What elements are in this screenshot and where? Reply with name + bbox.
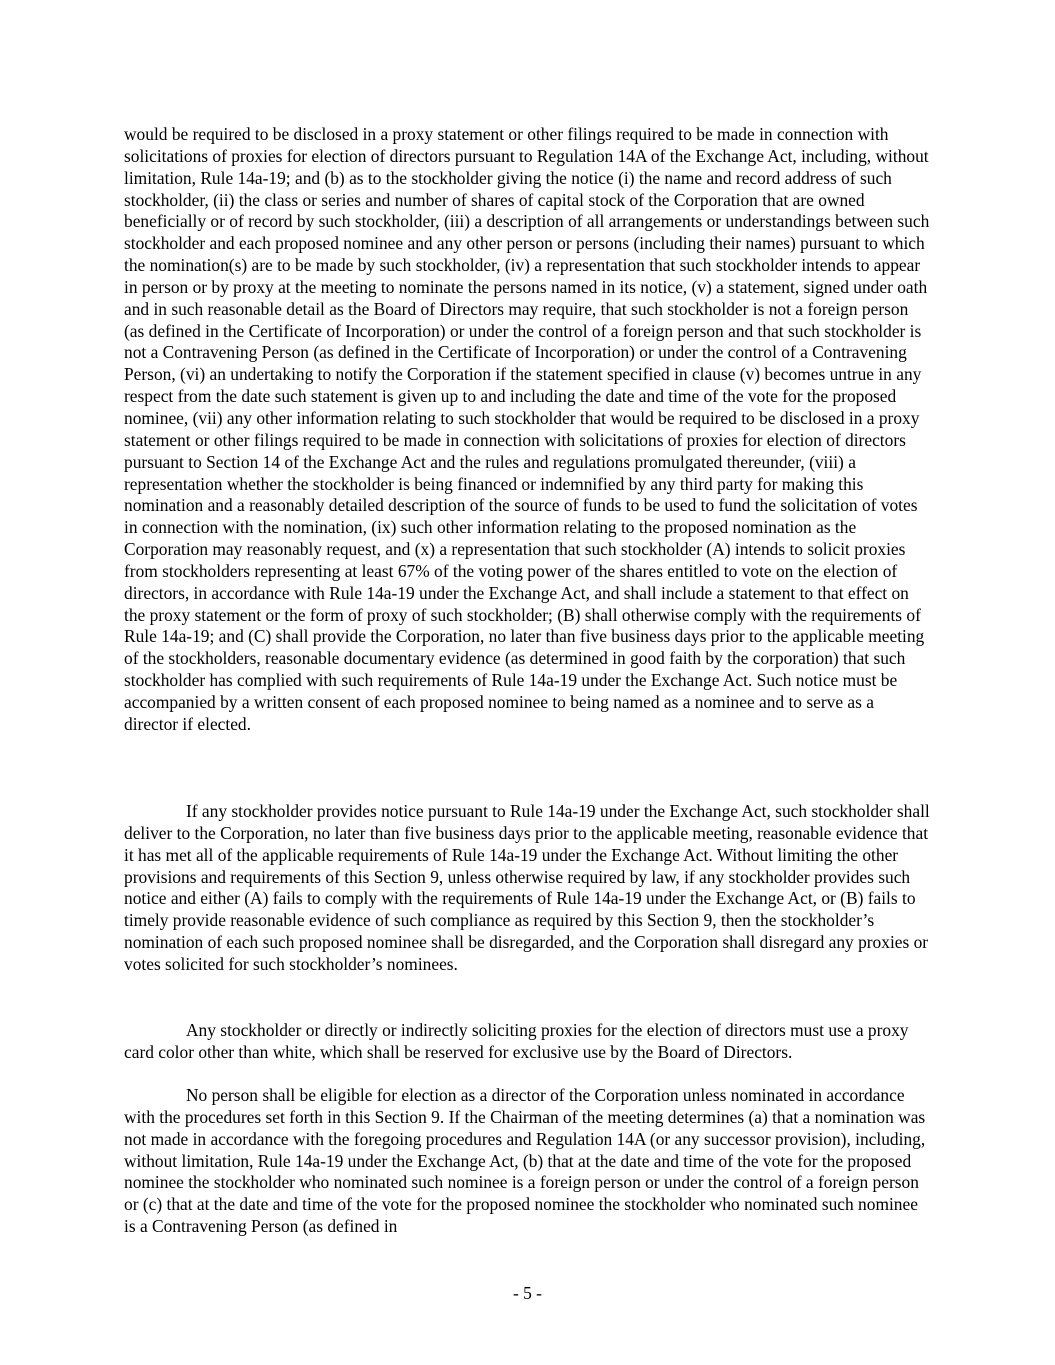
paragraph-eligibility-for-election: No person shall be eligible for election as a director of the Corporation unless nominated in accordance with the procedures set forth in this Section 9. If the Chairman of the meeting determines (a) that a nomination was not made in accordance with the foregoing procedures and Regulation 14A (or any successor provision), including, without limitation, Rule 14a-19 under the Exchange Act, (b) that at the date and time of the vote for the proposed nominee the stockholder who nominated such nominee is a foreign person or under the control of a foreign person or (c) that at the date and time of the vote for the proposed nominee the stockholder who nominated such nominee is a Contravening Person (as defined in [124,1085,926,1237]
page-number: - 5 - [513,1283,542,1303]
paragraph-rule-14a-19-evidence: If any stockholder provides notice pursuant to Rule 14a-19 under the Exchange Act, such stockholder shall deliver to the Corporation, no later than five business days prior to the applicable meeting, reasonable evidence that it has met all of the applicable requirements of Rule 14a-19 under the Exchange Act. Without limiting the other provisions and requirements of this Section 9, unless otherwise required by law, if any stockholder provides such notice and either (A) fails to comply with the requirements of Rule 14a-19 under the Exchange Act, or (B) fails to timely provide reasonable evidence of such compliance as required by this Section 9, then the stockholder’s nomination of each such proposed nominee shall be disregarded, and the Corporation shall disregard any proxies or votes solicited for such stockholder’s nominees. [124,801,930,974]
paragraph-proxy-card-color: Any stockholder or directly or indirectly soliciting proxies for the election of directors must use a proxy card color other than white, which shall be reserved for exclusive use by the Board of Directors. [124,1020,909,1062]
paragraph-nominee-disclosure-requirements: would be required to be disclosed in a proxy statement or other filings required to be made in connection with solicitations of proxies for election of directors pursuant to Regulation 14A of the Exchange Act, including, without limitation, Rule 14a-19; and (b) as to the stockholder giving the notice (i) the name and record address of such stockholder, (ii) the class or series and number of shares of capital stock of the Corporation that are owned beneficially or of record by such stockholder, (iii) a description of all arrangements or understandings between such stockholder and each proposed nominee and any other person or persons (including their names) pursuant to which the nomination(s) are to be made by such stockholder, (iv) a representation that such stockholder intends to appear in person or by proxy at the meeting to nominate the persons named in its notice, (v) a statement, signed under oath and in such reasonable detail as the Board of Directors may require, that such stockholder is not a foreign person (as defined in the Certificate of Incorporation) or under the control of a foreign person and that such stockholder is not a Contravening Person (as defined in the Certificate of Incorporation) or under the control of a Contravening Person, (vi) an undertaking to notify the Corporation if the statement specified in clause (v) becomes untrue in any respect from the date such statement is given up to and including the date and time of the vote for the proposed nominee, (vii) any other information relating to such stockholder that would be required to be disclosed in a proxy statement or other filings required to be made in connection with solicitations of proxies for election of directors pursuant to Section 14 of the Exchange Act and the rules and regulations promulgated thereunder, (viii) a representation whether the stockholder is being financed or indemnified by any third party for making this nomination and a reasonably detailed description of the source of funds to be used to fund the solicitation of votes in connection with the nomination, (ix) such other information relating to the proposed nomination as the Corporation may reasonably request, and (x) a representation that such stockholder (A) intends to solicit proxies from stockholders representing at least 67% of the voting power of the shares entitled to vote on the election of directors, in accordance with Rule 14a-19 under the Exchange Act, and shall include a statement to that effect on the proxy statement or the form of proxy of such stockholder; (B) shall otherwise comply with the requirements of Rule 14a-19; and (C) shall provide the Corporation, no later than five business days prior to the applicable meeting of the stockholders, reasonable documentary evidence (as determined in good faith by the corporation) that such stockholder has complied with such requirements of Rule 14a-19 under the Exchange Act. Such notice must be accompanied by a written consent of each proposed nominee to being named as a nominee and to serve as a director if elected. [124,124,930,734]
